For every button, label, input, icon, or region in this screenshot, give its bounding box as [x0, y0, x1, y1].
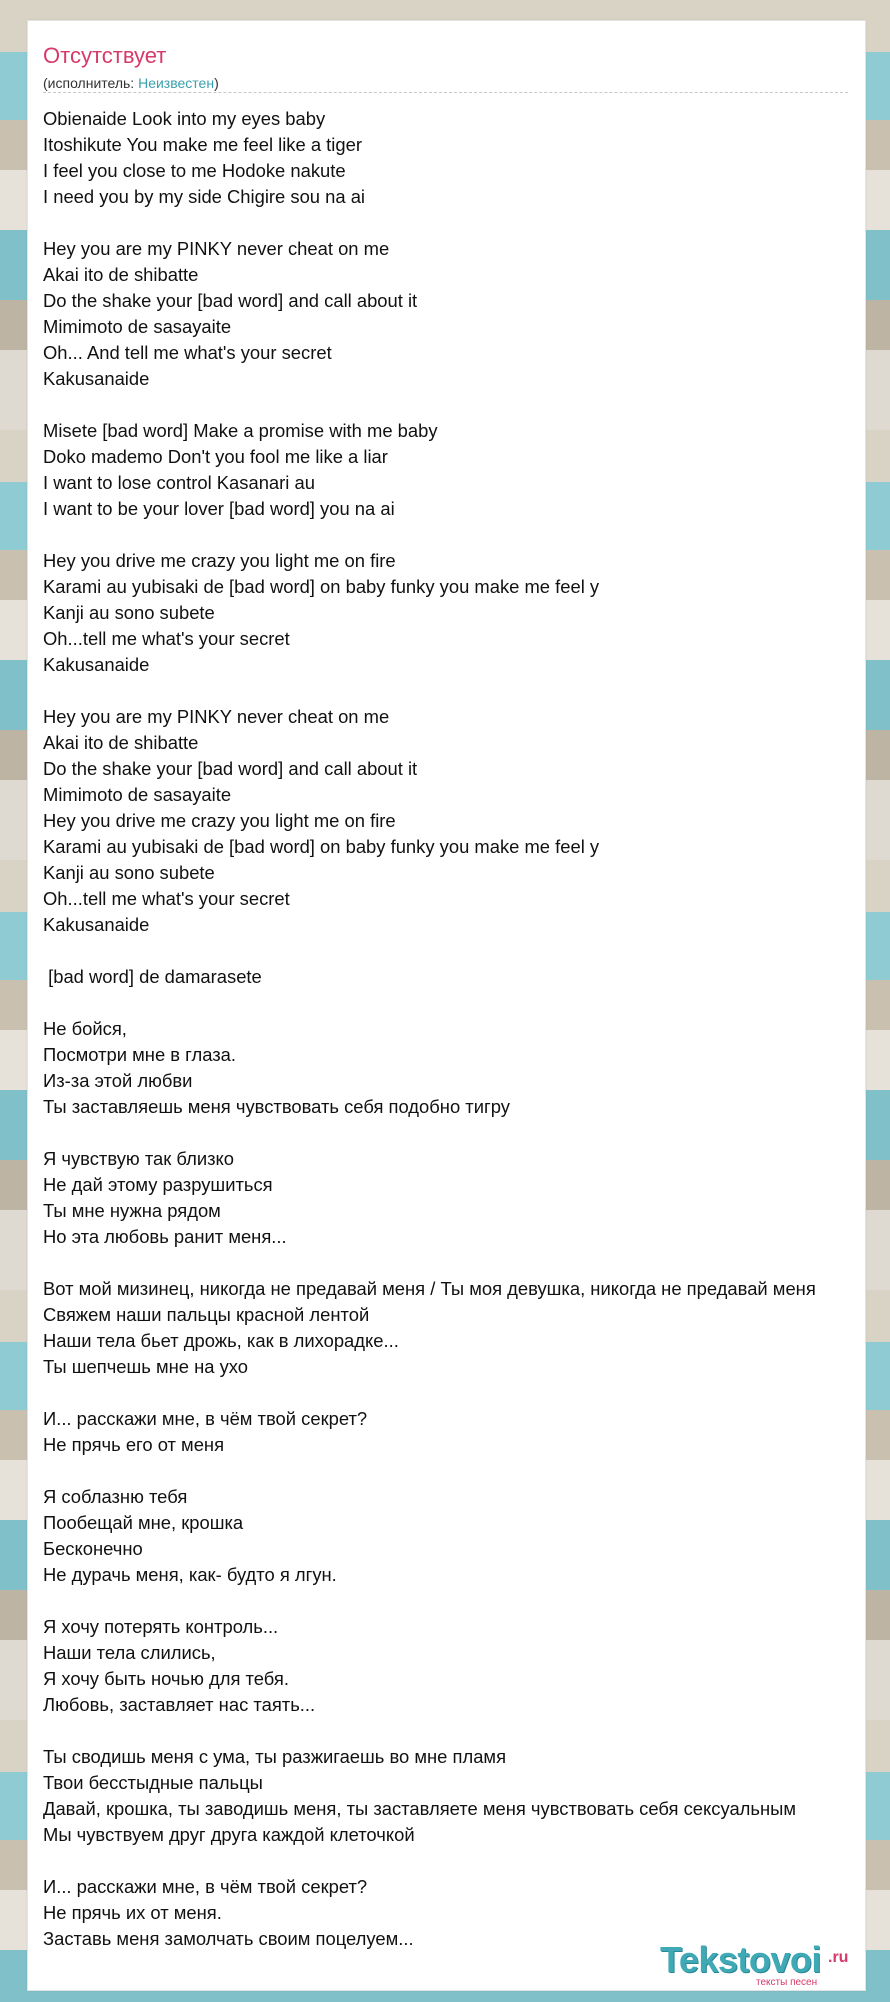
logo-wordmark: Tekstovoi [660, 1939, 821, 1980]
lyric-line: Ты шепчешь мне на ухо [43, 1356, 248, 1377]
lyric-line: Наши тела слились, [43, 1642, 216, 1663]
lyric-blank-line [43, 1380, 866, 1406]
lyric-line: Oh...tell me what's your secret [43, 888, 290, 909]
lyric-line: Мы чувствуем друг друга каждой клеточкой [43, 1824, 415, 1845]
artist-prefix: (исполнитель: [43, 75, 139, 91]
lyric-line: Misete [bad word] Make a promise with me baby [43, 420, 438, 441]
lyric-line: Do the shake your [bad word] and call about it [43, 758, 418, 779]
lyric-line: I need you by my side Chigire sou na ai [43, 186, 366, 207]
lyric-line: Но эта любовь ранит меня... [43, 1226, 287, 1247]
lyric-blank-line [43, 1120, 866, 1146]
lyric-line: I want to lose control Kasanari au [43, 472, 315, 493]
lyric-line: Я хочу потерять контроль... [43, 1616, 279, 1637]
logo-tld: .ru [828, 1949, 849, 1966]
lyric-line: Пообещай мне, крошка [43, 1512, 244, 1533]
lyric-line: Ты заставляешь меня чувствовать себя подобно тигру [43, 1096, 510, 1117]
lyric-line: Из-за этой любви [43, 1070, 193, 1091]
lyric-line: Не дай этому разрушиться [43, 1174, 273, 1195]
lyric-line: Ты сводишь меня с ума, ты разжигаешь во мне пламя [43, 1746, 507, 1767]
lyric-line: И... расскажи мне, в чём твой секрет? [43, 1876, 368, 1897]
lyric-line: Бесконечно [43, 1538, 143, 1559]
lyric-line: Hey you are my PINKY never cheat on me [43, 238, 390, 259]
lyric-line: Не дурачь меня, как- будто я лгун. [43, 1564, 337, 1585]
lyric-line: I feel you close to me Hodoke nakute [43, 160, 346, 181]
lyric-line: Твои бесстыдные пальцы [43, 1772, 263, 1793]
lyric-blank-line [43, 678, 866, 704]
lyric-line: Oh... And tell me what's your secret [43, 342, 332, 363]
song-title: Отсутствует [43, 43, 167, 68]
lyric-blank-line [43, 1848, 866, 1874]
lyric-line: Давай, крошка, ты заводишь меня, ты заставляете меня чувствовать себя сексуальным [43, 1798, 797, 1819]
lyrics-body [43, 106, 866, 1952]
lyric-line: I want to be your lover [bad word] you na ai [43, 498, 395, 519]
lyric-line: Не прячь их от меня. [43, 1902, 222, 1923]
lyrics-card [27, 20, 866, 1991]
lyric-line: Mimimoto de sasayaite [43, 784, 232, 805]
lyric-line: Kanji au sono subete [43, 602, 215, 623]
lyric-line: Karami au yubisaki de [bad word] on baby funky you make me feel y [43, 576, 600, 597]
lyric-line: Doko mademo Don't you fool me like a liar [43, 446, 388, 467]
lyric-line: Kanji au sono subete [43, 862, 215, 883]
lyric-line: Я чувствую так близко [43, 1148, 235, 1169]
lyric-line: Kakusanaide [43, 914, 150, 935]
logo-tagline: тексты песен [756, 1977, 818, 1988]
lyric-blank-line [43, 1250, 866, 1276]
lyric-line: Hey you drive me crazy you light me on fire [43, 810, 396, 831]
lyric-line: Akai ito de shibatte [43, 264, 199, 285]
lyric-line: Karami au yubisaki de [bad word] on baby funky you make me feel y [43, 836, 600, 857]
lyric-blank-line [43, 1718, 866, 1744]
artist-link[interactable]: Неизвестен [138, 75, 215, 91]
lyric-line: Do the shake your [bad word] and call about it [43, 290, 418, 311]
lyric-line: И... расскажи мне, в чём твой секрет? [43, 1408, 368, 1429]
lyric-blank-line [43, 392, 866, 418]
lyric-line: Заставь меня замолчать своим поцелуем... [43, 1928, 414, 1949]
lyric-line: Не прячь его от меня [43, 1434, 225, 1455]
lyric-line: Посмотри мне в глаза. [43, 1044, 236, 1065]
lyric-line: Я хочу быть ночью для тебя. [43, 1668, 289, 1689]
tekstovoi-logo[interactable] [660, 1939, 860, 1987]
lyric-line: Oh...tell me what's your secret [43, 628, 290, 649]
lyric-line: Kakusanaide [43, 368, 150, 389]
header-divider [43, 92, 848, 93]
lyric-line: Ты мне нужна рядом [43, 1200, 221, 1221]
lyric-line: [bad word] de damarasete [43, 966, 262, 987]
lyric-line: Mimimoto de sasayaite [43, 316, 232, 337]
lyric-line: Вот мой мизинец, никогда не предавай меня / Ты моя девушка, никогда не предавай меня [43, 1278, 816, 1299]
lyric-line: Obienaide Look into my eyes baby [43, 108, 326, 129]
lyric-line: Akai ito de shibatte [43, 732, 199, 753]
lyric-blank-line [43, 522, 866, 548]
lyric-blank-line [43, 1588, 866, 1614]
lyric-line: Я соблазню тебя [43, 1486, 188, 1507]
lyric-blank-line [43, 938, 866, 964]
lyric-blank-line [43, 210, 866, 236]
lyric-blank-line [43, 1458, 866, 1484]
lyric-line: Наши тела бьет дрожь, как в лихорадке... [43, 1330, 399, 1351]
lyric-blank-line [43, 990, 866, 1016]
artist-suffix: ) [214, 75, 219, 91]
lyric-line: Не бойся, [43, 1018, 127, 1039]
lyric-line: Hey you are my PINKY never cheat on me [43, 706, 390, 727]
lyric-line: Свяжем наши пальцы красной лентой [43, 1304, 370, 1325]
lyric-line: Hey you drive me crazy you light me on fire [43, 550, 396, 571]
lyric-line: Kakusanaide [43, 654, 150, 675]
artist-line [43, 75, 219, 91]
lyric-line: Itoshikute You make me feel like a tiger [43, 134, 362, 155]
lyric-line: Любовь, заставляет нас таять... [43, 1694, 316, 1715]
